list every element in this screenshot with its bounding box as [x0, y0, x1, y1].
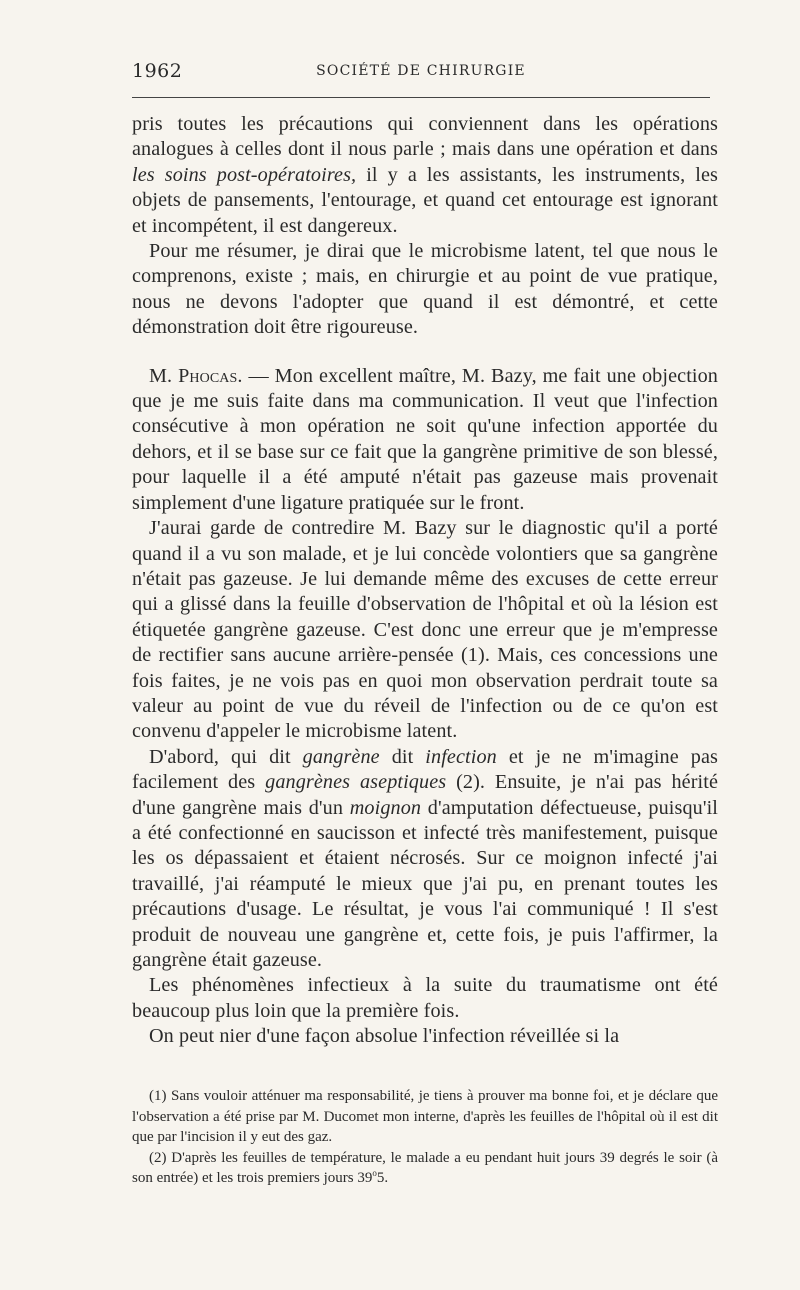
paragraph-6: Les phénomènes infectieux à la suite du traumatisme ont été beaucoup plus loin que la première fois.	[132, 974, 718, 1022]
paragraph-7: On peut nier d'une façon absolue l'infection réveillée si la	[149, 1025, 620, 1048]
speaker-name: Phocas	[178, 364, 238, 387]
body-text	[132, 112, 718, 1050]
paragraph-5: D'abord, qui dit gangrène dit infection et je ne m'imagine pas facilement des gangrènes aseptiques (2). Ensuite, je n'ai pas hérité d'une gangrène mais d'un moignon d'amputation défectueuse, puisqu'il a été confectionné en saucisson et infecté très manifestement, puisque les os dépassaient et étaient nécrosés. Sur ce moignon infecté j'ai travaillé, j'ai réamputé le mieux que j'ai pu, en prenant toutes les précautions d'usage. Le résultat, je vous l'ai communiqué ! Il s'est produit de nouveau une gangrène et, cette fois, je puis l'affirmer, la gangrène était gazeuse.	[132, 745, 719, 971]
page-header	[132, 54, 710, 88]
page-number: 1962	[132, 60, 183, 82]
footnotes	[132, 1086, 718, 1189]
footnote-2: (2) D'après les feuilles de température, le malade a eu pendant huit jours 39 degrés le soir (à son entrée) et les trois premiers jours 39$^o$5.	[132, 1149, 718, 1186]
header-rule	[132, 97, 710, 98]
footnote-1: (1) Sans vouloir atténuer ma responsabilité, je tiens à prouver ma bonne foi, et je déclare que l'observation a été prise par M. Ducomet mon interne, d'après les feuilles de l'hôpital où il est dit que par l'incision il y eut des gaz.	[132, 1088, 718, 1145]
paragraph-3: M. Phocas. — Mon excellent maître, M. Bazy, me fait une objection que je me suis faite dans ma communication. Il veut que l'infection consécutive à mon opération ne soit qu'une infection apportée du dehors, et il se base sur ce fait que la gangrène primitive de son blessé, pour laquelle il a été amputé n'était pas gazeuse mais provenait simplement d'une ligature pratiquée sur le front.	[132, 364, 718, 514]
paragraph-2: Pour me résumer, je dirai que le microbisme latent, tel que nous le comprenons, existe ; mais, en chirurgie et au point de vue pratique, nous ne devons l'adopter que quand il est démontré, et cette démonstration doit être rigoureuse.	[132, 240, 718, 339]
paragraph-1: pris toutes les précautions qui conviennent dans les opérations analogues à celles dont il nous parle ; mais dans une opération et dans les soins post-opératoires, il y a les assistants, les instruments, les objets de pansements, l'entourage, et quand cet entourage est ignorant et incompétent, il est dangereux.	[132, 113, 719, 237]
paragraph-4: J'aurai garde de contredire M. Bazy sur le diagnostic qu'il a porté quand il a vu son malade, et je lui concède volontiers que sa gangrène n'était pas gazeuse. Je lui demande même des excuses de cette erreur qui a glissé dans la feuille d'observation de l'hôpital et où la lésion est étiquetée gangrène gazeuse. C'est donc une erreur que je m'empresse de rectifier sans aucune arrière-pensée (1). Mais, ces concessions une fois faites, je ne vois pas en quoi mon observation perdrait toute sa valeur au point de vue du réveil de l'infection ou de ce qu'on est convenu d'appeler le microbisme latent.	[132, 517, 718, 743]
running-head: SOCIÉTÉ DE CHIRURGIE	[316, 63, 526, 79]
